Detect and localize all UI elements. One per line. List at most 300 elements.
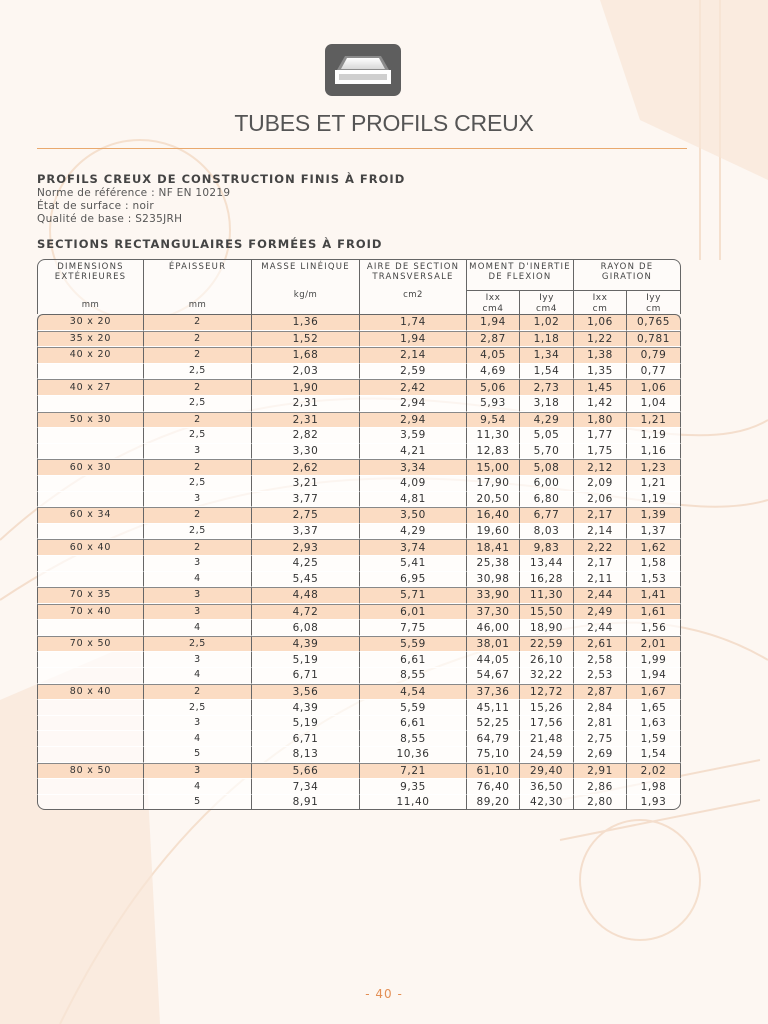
cell-rxx: 2,17 — [574, 556, 627, 572]
cell-masse: 8,91 — [252, 795, 360, 811]
cell-epaisseur: 2,5 — [144, 428, 252, 444]
cell-iyy: 8,03 — [520, 524, 574, 540]
cell-epaisseur: 5 — [144, 795, 252, 811]
cell-rxx: 1,35 — [574, 364, 627, 380]
cell-rxx: 2,11 — [574, 572, 627, 588]
cell-dimensions: 40 x 27 — [37, 379, 144, 396]
cell-ixx: 76,40 — [467, 779, 520, 795]
cell-aire: 4,21 — [360, 444, 467, 460]
cell-epaisseur: 3 — [144, 604, 252, 621]
table-row — [37, 364, 681, 380]
cell-epaisseur: 2 — [144, 539, 252, 556]
cell-iyy: 5,08 — [520, 459, 574, 476]
meta-standard: Norme de référence : NF EN 10219 — [37, 187, 231, 199]
table-row — [37, 379, 681, 396]
header-epaisseur-label: ÉPAISSEUR — [168, 262, 227, 272]
cell-epaisseur: 2,5 — [144, 524, 252, 540]
cell-aire: 2,59 — [360, 364, 467, 380]
cell-ixx: 75,10 — [467, 747, 520, 763]
cell-epaisseur: 2 — [144, 379, 252, 396]
cell-dimensions — [37, 492, 144, 508]
cell-masse: 1,90 — [252, 379, 360, 396]
cell-ixx: 2,87 — [467, 331, 520, 348]
table-row — [37, 652, 681, 668]
cell-iyy: 26,10 — [520, 652, 574, 668]
specs-table-body — [37, 314, 681, 810]
specs-table — [37, 259, 681, 810]
header-ixx-label: Ixx — [485, 293, 501, 303]
cell-masse: 4,48 — [252, 587, 360, 604]
cell-iyy: 11,30 — [520, 587, 574, 604]
table-row — [37, 347, 681, 364]
cell-dimensions: 60 x 40 — [37, 539, 144, 556]
cell-ryy: 1,63 — [627, 716, 681, 732]
cell-ryy: 1,54 — [627, 747, 681, 763]
cell-dimensions: 30 x 20 — [37, 314, 144, 331]
cell-ryy: 1,98 — [627, 779, 681, 795]
cell-aire: 10,36 — [360, 747, 467, 763]
meta-surface: État de surface : noir — [37, 200, 155, 212]
cell-aire: 5,71 — [360, 587, 467, 604]
cell-ryy: 1,21 — [627, 476, 681, 492]
cell-rxx: 2,12 — [574, 459, 627, 476]
cell-epaisseur: 4 — [144, 779, 252, 795]
header-iyy — [520, 290, 574, 314]
table-row — [37, 412, 681, 429]
cell-iyy: 13,44 — [520, 556, 574, 572]
cell-dimensions — [37, 716, 144, 732]
table-row — [37, 492, 681, 508]
cell-ryy: 1,61 — [627, 604, 681, 621]
table-row — [37, 731, 681, 747]
cell-iyy: 36,50 — [520, 779, 574, 795]
cell-ixx: 30,98 — [467, 572, 520, 588]
cell-dimensions — [37, 572, 144, 588]
cell-dimensions: 50 x 30 — [37, 412, 144, 429]
cell-ryy: 1,06 — [627, 379, 681, 396]
cell-rxx: 1,80 — [574, 412, 627, 429]
cell-iyy: 32,22 — [520, 668, 574, 684]
table-row — [37, 620, 681, 636]
cell-masse: 4,39 — [252, 636, 360, 653]
cell-epaisseur: 2 — [144, 507, 252, 524]
header-ixx-unit: cm4 — [482, 303, 504, 314]
cell-aire: 1,74 — [360, 314, 467, 331]
cell-rxx: 1,45 — [574, 379, 627, 396]
header-epaisseur — [144, 259, 252, 314]
table-row — [37, 668, 681, 684]
cell-rxx: 2,61 — [574, 636, 627, 653]
table-row — [37, 747, 681, 763]
table-row — [37, 700, 681, 716]
cell-ryy: 1,65 — [627, 700, 681, 716]
cell-aire: 3,59 — [360, 428, 467, 444]
cell-rxx: 2,06 — [574, 492, 627, 508]
cell-iyy: 21,48 — [520, 731, 574, 747]
cell-ryy: 1,58 — [627, 556, 681, 572]
cell-iyy: 6,80 — [520, 492, 574, 508]
cell-dimensions — [37, 731, 144, 747]
cell-dimensions: 35 x 20 — [37, 331, 144, 348]
cell-ixx: 5,93 — [467, 396, 520, 412]
cell-epaisseur: 2 — [144, 314, 252, 331]
header-ryy-label: Iyy — [646, 293, 661, 303]
cell-dimensions — [37, 700, 144, 716]
cell-masse: 7,34 — [252, 779, 360, 795]
cell-ryy: 1,59 — [627, 731, 681, 747]
cell-rxx: 2,81 — [574, 716, 627, 732]
cell-epaisseur: 2,5 — [144, 476, 252, 492]
cell-dimensions — [37, 747, 144, 763]
cell-masse: 4,25 — [252, 556, 360, 572]
cell-dimensions: 40 x 20 — [37, 347, 144, 364]
cell-rxx: 2,91 — [574, 763, 627, 780]
cell-masse: 4,72 — [252, 604, 360, 621]
cell-ixx: 33,90 — [467, 587, 520, 604]
cell-epaisseur: 2 — [144, 331, 252, 348]
cell-ryy: 1,19 — [627, 428, 681, 444]
cell-epaisseur: 4 — [144, 572, 252, 588]
cell-ryy: 1,37 — [627, 524, 681, 540]
cell-iyy: 5,70 — [520, 444, 574, 460]
cell-dimensions — [37, 444, 144, 460]
table-row — [37, 572, 681, 588]
specs-table-container — [37, 259, 681, 810]
cell-ixx: 19,60 — [467, 524, 520, 540]
cell-epaisseur: 3 — [144, 556, 252, 572]
cell-ixx: 38,01 — [467, 636, 520, 653]
cell-ixx: 20,50 — [467, 492, 520, 508]
cell-ixx: 4,05 — [467, 347, 520, 364]
cell-epaisseur: 2 — [144, 412, 252, 429]
cell-epaisseur: 2,5 — [144, 364, 252, 380]
header-masse — [252, 259, 360, 314]
cell-ryy: 2,02 — [627, 763, 681, 780]
cell-rxx: 2,75 — [574, 731, 627, 747]
cell-dimensions: 70 x 50 — [37, 636, 144, 653]
cell-rxx: 2,09 — [574, 476, 627, 492]
cell-rxx: 2,84 — [574, 700, 627, 716]
cell-aire: 6,95 — [360, 572, 467, 588]
table-row — [37, 331, 681, 348]
table-row — [37, 779, 681, 795]
cell-aire: 4,09 — [360, 476, 467, 492]
cell-iyy: 3,18 — [520, 396, 574, 412]
cell-ixx: 17,90 — [467, 476, 520, 492]
header-masse-label: MASSE LINÉIQUE — [261, 262, 350, 272]
cell-ixx: 15,00 — [467, 459, 520, 476]
cell-dimensions: 60 x 34 — [37, 507, 144, 524]
table-row — [37, 524, 681, 540]
cell-dimensions — [37, 795, 144, 811]
table-row — [37, 459, 681, 476]
cell-ixx: 52,25 — [467, 716, 520, 732]
cell-dimensions — [37, 428, 144, 444]
cell-masse: 4,39 — [252, 700, 360, 716]
cell-ixx: 16,40 — [467, 507, 520, 524]
cell-epaisseur: 4 — [144, 668, 252, 684]
cell-epaisseur: 2,5 — [144, 700, 252, 716]
cell-rxx: 2,53 — [574, 668, 627, 684]
cell-ixx: 4,69 — [467, 364, 520, 380]
cell-epaisseur: 2,5 — [144, 636, 252, 653]
cell-iyy: 1,54 — [520, 364, 574, 380]
subsection-heading: SECTIONS RECTANGULAIRES FORMÉES À FROID — [37, 237, 383, 251]
cell-ixx: 54,67 — [467, 668, 520, 684]
cell-iyy: 17,56 — [520, 716, 574, 732]
table-row — [37, 716, 681, 732]
page-title: TUBES ET PROFILS CREUX — [234, 110, 534, 136]
cell-aire: 2,94 — [360, 412, 467, 429]
cell-aire: 7,21 — [360, 763, 467, 780]
cell-iyy: 6,00 — [520, 476, 574, 492]
cell-epaisseur: 4 — [144, 731, 252, 747]
cell-aire: 8,55 — [360, 731, 467, 747]
cell-ryy: 1,62 — [627, 539, 681, 556]
cell-ryy: 1,67 — [627, 684, 681, 701]
table-row — [37, 604, 681, 621]
cell-epaisseur: 3 — [144, 716, 252, 732]
table-row — [37, 396, 681, 412]
header-iyy-label: Iyy — [539, 293, 554, 303]
header-dimensions-unit: mm — [81, 300, 100, 310]
cell-iyy: 4,29 — [520, 412, 574, 429]
cell-epaisseur: 3 — [144, 652, 252, 668]
cell-dimensions — [37, 556, 144, 572]
cell-dimensions — [37, 524, 144, 540]
cell-ryy: 1,23 — [627, 459, 681, 476]
cell-aire: 9,35 — [360, 779, 467, 795]
cell-iyy: 15,50 — [520, 604, 574, 621]
cell-iyy: 29,40 — [520, 763, 574, 780]
cell-aire: 1,94 — [360, 331, 467, 348]
table-row — [37, 684, 681, 701]
header-masse-unit: kg/m — [293, 290, 318, 300]
header-ryy — [627, 290, 681, 314]
cell-masse: 2,03 — [252, 364, 360, 380]
cell-ryy: 1,16 — [627, 444, 681, 460]
tube-section-icon — [325, 44, 401, 96]
cell-masse: 1,68 — [252, 347, 360, 364]
cell-epaisseur: 3 — [144, 587, 252, 604]
cell-masse: 1,36 — [252, 314, 360, 331]
cell-iyy: 16,28 — [520, 572, 574, 588]
header-aire-label: AIRE DE SECTION TRANSVERSALE — [366, 262, 460, 282]
cell-ryy: 1,99 — [627, 652, 681, 668]
cell-masse: 6,08 — [252, 620, 360, 636]
cell-epaisseur: 2 — [144, 459, 252, 476]
cell-aire: 3,50 — [360, 507, 467, 524]
cell-ixx: 37,36 — [467, 684, 520, 701]
cell-ixx: 25,38 — [467, 556, 520, 572]
cell-rxx: 2,80 — [574, 795, 627, 811]
cell-rxx: 2,87 — [574, 684, 627, 701]
cell-masse: 6,71 — [252, 668, 360, 684]
table-row — [37, 795, 681, 811]
cell-ryy: 1,21 — [627, 412, 681, 429]
title-divider — [37, 148, 687, 149]
table-row — [37, 314, 681, 331]
cell-dimensions — [37, 396, 144, 412]
cell-masse: 2,93 — [252, 539, 360, 556]
cell-masse: 3,30 — [252, 444, 360, 460]
cell-rxx: 2,22 — [574, 539, 627, 556]
cell-masse: 5,19 — [252, 716, 360, 732]
cell-aire: 7,75 — [360, 620, 467, 636]
cell-iyy: 6,77 — [520, 507, 574, 524]
cell-rxx: 2,69 — [574, 747, 627, 763]
cell-iyy: 9,83 — [520, 539, 574, 556]
cell-masse: 3,21 — [252, 476, 360, 492]
cell-iyy: 24,59 — [520, 747, 574, 763]
cell-dimensions — [37, 620, 144, 636]
cell-masse: 5,45 — [252, 572, 360, 588]
cell-rxx: 2,86 — [574, 779, 627, 795]
cell-ryy: 1,94 — [627, 668, 681, 684]
cell-iyy: 2,73 — [520, 379, 574, 396]
cell-aire: 2,14 — [360, 347, 467, 364]
cell-epaisseur: 3 — [144, 444, 252, 460]
table-row — [37, 428, 681, 444]
cell-ixx: 11,30 — [467, 428, 520, 444]
cell-dimensions — [37, 668, 144, 684]
cell-dimensions: 80 x 50 — [37, 763, 144, 780]
cell-aire: 4,81 — [360, 492, 467, 508]
cell-ixx: 5,06 — [467, 379, 520, 396]
cell-masse: 2,31 — [252, 396, 360, 412]
cell-rxx: 2,49 — [574, 604, 627, 621]
table-row — [37, 476, 681, 492]
cell-masse: 3,77 — [252, 492, 360, 508]
table-row — [37, 587, 681, 604]
cell-aire: 3,34 — [360, 459, 467, 476]
cell-epaisseur: 5 — [144, 747, 252, 763]
cell-aire: 6,61 — [360, 652, 467, 668]
cell-dimensions: 80 x 40 — [37, 684, 144, 701]
cell-ixx: 44,05 — [467, 652, 520, 668]
cell-ixx: 46,00 — [467, 620, 520, 636]
cell-ixx: 37,30 — [467, 604, 520, 621]
table-row — [37, 636, 681, 653]
table-row — [37, 539, 681, 556]
cell-ryy: 1,56 — [627, 620, 681, 636]
cell-dimensions: 70 x 40 — [37, 604, 144, 621]
cell-masse: 2,62 — [252, 459, 360, 476]
cell-aire: 4,29 — [360, 524, 467, 540]
cell-rxx: 2,14 — [574, 524, 627, 540]
cell-iyy: 1,18 — [520, 331, 574, 348]
cell-aire: 6,01 — [360, 604, 467, 621]
cell-ryy: 1,53 — [627, 572, 681, 588]
table-row — [37, 763, 681, 780]
cell-masse: 8,13 — [252, 747, 360, 763]
cell-rxx: 1,22 — [574, 331, 627, 348]
cell-ryy: 1,41 — [627, 587, 681, 604]
cell-ixx: 12,83 — [467, 444, 520, 460]
cell-ryy: 1,39 — [627, 507, 681, 524]
cell-ixx: 18,41 — [467, 539, 520, 556]
cell-ixx: 45,11 — [467, 700, 520, 716]
cell-epaisseur: 3 — [144, 492, 252, 508]
header-rxx-unit: cm — [592, 303, 608, 314]
cell-masse: 3,56 — [252, 684, 360, 701]
cell-rxx: 1,38 — [574, 347, 627, 364]
cell-aire: 11,40 — [360, 795, 467, 811]
cell-rxx: 2,58 — [574, 652, 627, 668]
cell-masse: 6,71 — [252, 731, 360, 747]
header-ixx — [467, 290, 520, 314]
cell-rxx: 1,06 — [574, 314, 627, 331]
cell-iyy: 1,02 — [520, 314, 574, 331]
meta-grade: Qualité de base : S235JRH — [37, 213, 183, 225]
cell-iyy: 15,26 — [520, 700, 574, 716]
cell-dimensions — [37, 476, 144, 492]
table-row — [37, 507, 681, 524]
header-aire — [360, 259, 467, 314]
cell-masse: 3,37 — [252, 524, 360, 540]
cell-ixx: 9,54 — [467, 412, 520, 429]
cell-dimensions — [37, 779, 144, 795]
table-row — [37, 444, 681, 460]
page-number: - 40 - — [365, 987, 403, 1001]
cell-dimensions — [37, 652, 144, 668]
cell-masse: 2,31 — [252, 412, 360, 429]
cell-aire: 5,41 — [360, 556, 467, 572]
cell-ryy: 0,79 — [627, 347, 681, 364]
cell-dimensions — [37, 364, 144, 380]
section-heading: PROFILS CREUX DE CONSTRUCTION FINIS À FROID — [37, 172, 406, 186]
header-ryy-unit: cm — [646, 303, 661, 314]
header-epaisseur-unit: mm — [188, 300, 207, 310]
cell-ryy: 1,19 — [627, 492, 681, 508]
cell-aire: 6,61 — [360, 716, 467, 732]
cell-epaisseur: 2 — [144, 684, 252, 701]
cell-epaisseur: 3 — [144, 763, 252, 780]
cell-rxx: 1,77 — [574, 428, 627, 444]
cell-ryy: 0,765 — [627, 314, 681, 331]
cell-ixx: 61,10 — [467, 763, 520, 780]
tube-section-logo — [325, 44, 401, 96]
cell-ixx: 64,79 — [467, 731, 520, 747]
cell-masse: 2,75 — [252, 507, 360, 524]
cell-aire: 2,42 — [360, 379, 467, 396]
header-dimensions-label: DIMENSIONS EXTÉRIEURES — [54, 262, 127, 282]
header-rxx — [574, 290, 627, 314]
header-aire-unit: cm2 — [403, 290, 423, 300]
cell-dimensions: 70 x 35 — [37, 587, 144, 604]
header-moment: MOMENT D'INERTIE DE FLEXION — [467, 259, 574, 290]
cell-masse: 5,19 — [252, 652, 360, 668]
cell-epaisseur: 2 — [144, 347, 252, 364]
cell-masse: 2,82 — [252, 428, 360, 444]
cell-dimensions: 60 x 30 — [37, 459, 144, 476]
cell-iyy: 42,30 — [520, 795, 574, 811]
cell-iyy: 22,59 — [520, 636, 574, 653]
cell-ixx: 1,94 — [467, 314, 520, 331]
cell-rxx: 1,75 — [574, 444, 627, 460]
cell-rxx: 2,44 — [574, 587, 627, 604]
cell-masse: 5,66 — [252, 763, 360, 780]
cell-epaisseur: 4 — [144, 620, 252, 636]
cell-ryy: 2,01 — [627, 636, 681, 653]
cell-aire: 4,54 — [360, 684, 467, 701]
header-rxx-label: Ixx — [592, 293, 608, 303]
cell-iyy: 5,05 — [520, 428, 574, 444]
cell-ixx: 89,20 — [467, 795, 520, 811]
table-row — [37, 556, 681, 572]
cell-iyy: 1,34 — [520, 347, 574, 364]
header-rayon: RAYON DE GIRATION — [574, 259, 681, 290]
